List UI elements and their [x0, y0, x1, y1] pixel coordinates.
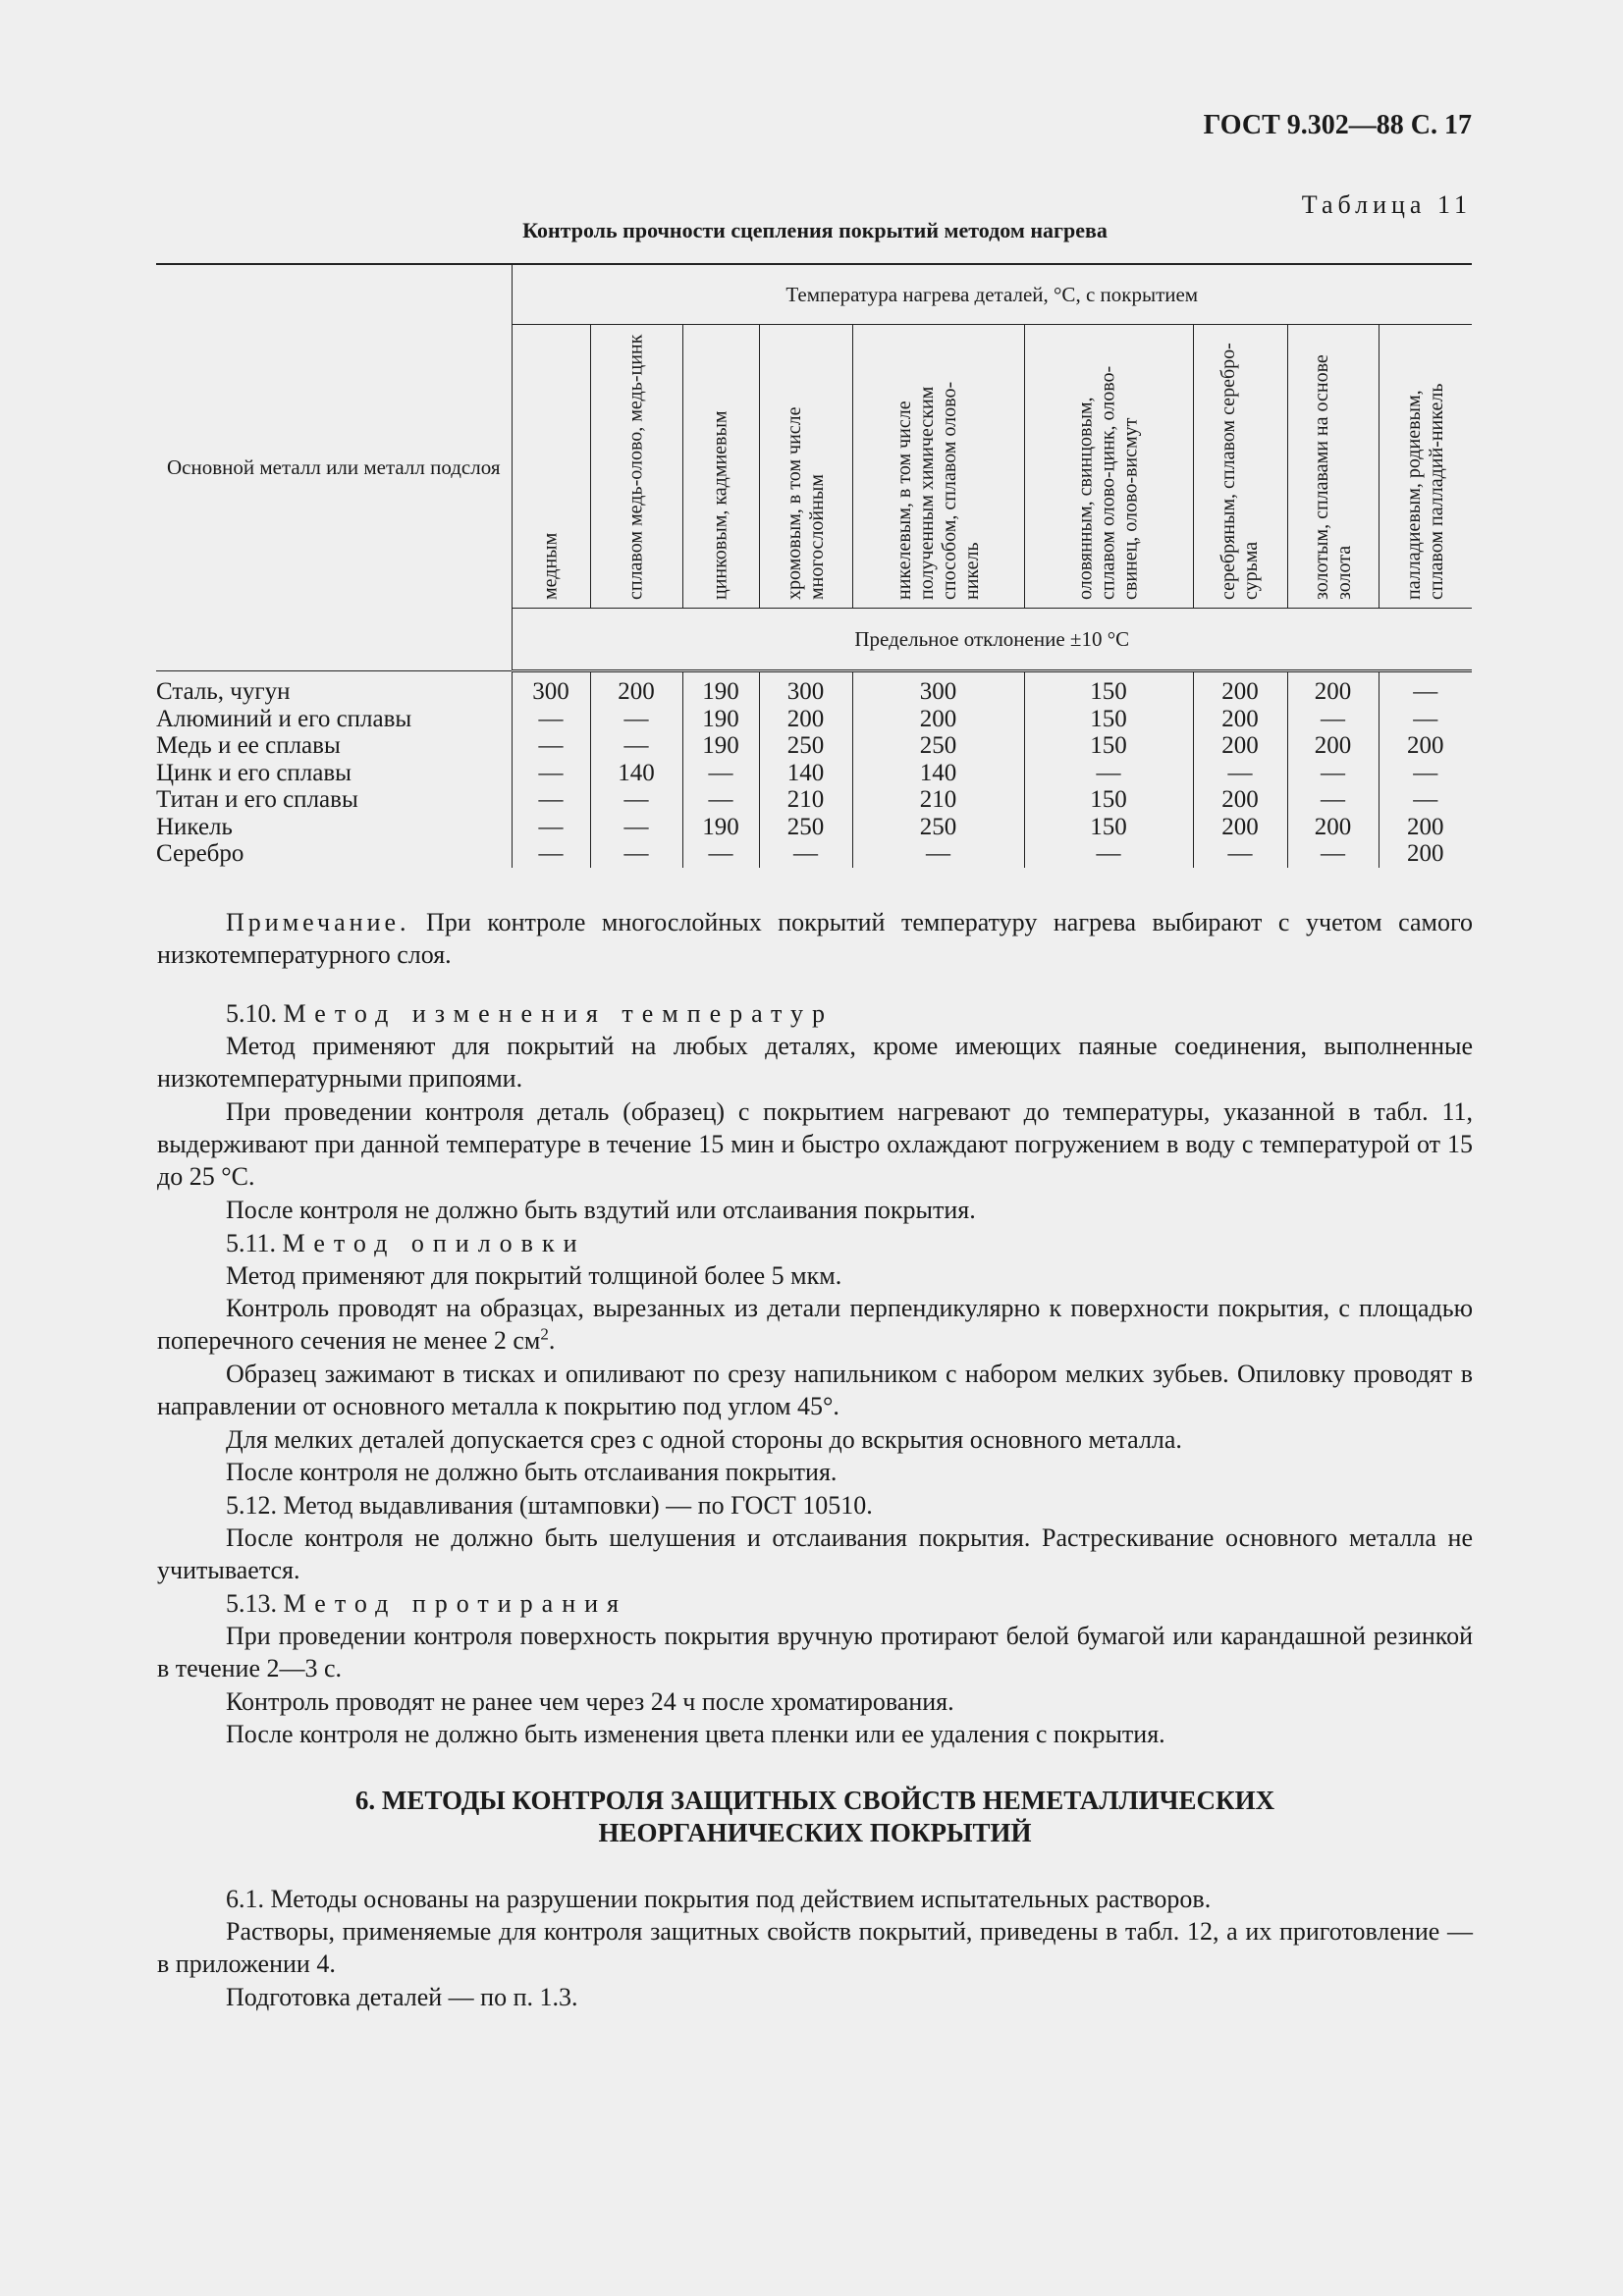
table-cell: 150	[1024, 732, 1193, 760]
col-header-label: никелевым, в том числе полученным химическим способом, сплавом олово-никель	[893, 381, 983, 600]
paragraph: При проведении контроля деталь (образец) с покрытием нагревают до температуры, указанной в табл. 11, выдерживают при данной температуре в течение 15 мин и быстро охлаждают погружением в воду с температурой от 15 до 25 °С.	[157, 1097, 1473, 1191]
table-note	[157, 906, 1473, 971]
table-cell: 200	[852, 706, 1024, 733]
table-cell: —	[1024, 840, 1193, 868]
table-cell: —	[512, 840, 590, 868]
paragraph: После контроля не должно быть вздутий или отслаивания покрытия.	[226, 1196, 976, 1224]
col-header	[512, 325, 590, 609]
table-cell: 140	[852, 760, 1024, 787]
table-cell: —	[1193, 760, 1287, 787]
table-cell: 190	[682, 732, 759, 760]
table-cell: —	[1379, 786, 1472, 814]
section-number: 5.10.	[226, 999, 277, 1028]
note-label: Примечание.	[226, 908, 410, 936]
section-5-10-heading	[157, 997, 1473, 1030]
table-row	[156, 840, 1472, 868]
table-cell: 190	[682, 814, 759, 841]
row-name: Сталь, чугун	[156, 677, 291, 705]
paragraph-text: Контроль проводят на образцах, вырезанных из детали перпендикулярно к поверхности покрытия, с площадью поперечного сечения не менее 2 см	[157, 1294, 1473, 1355]
table-cell: —	[590, 786, 682, 814]
table-cell: 150	[1024, 814, 1193, 841]
table-cell: 140	[759, 760, 852, 787]
table-cell: —	[759, 840, 852, 868]
paragraph: Образец зажимают в тисках и опиливают по срезу напильником с набором мелких зубьев. Опиловку проводят в направлении от основного металла к покрытию под углом 45°.	[157, 1360, 1473, 1420]
paragraph: Для мелких деталей допускается срез с одной стороны до вскрытия основного металла.	[226, 1425, 1182, 1454]
table-11	[156, 263, 1472, 868]
table-cell: —	[852, 840, 1024, 868]
table-cell: —	[590, 706, 682, 733]
table-cell: 250	[852, 814, 1024, 841]
paragraph: Контроль проводят не ранее чем через 24 ч после хроматирования.	[226, 1687, 954, 1716]
col-header-label: хромовым, в том числе многослойным	[783, 406, 828, 600]
paragraph: Метод применяют для покрытий на любых деталях, кроме имеющих паяные соединения, выполненные низкотемпературными припоями.	[157, 1032, 1473, 1093]
table-cell: —	[1287, 786, 1379, 814]
section-number: 5.13.	[226, 1589, 277, 1618]
table-cell: 140	[590, 760, 682, 787]
table-cell: 150	[1024, 786, 1193, 814]
table-cell: —	[590, 814, 682, 841]
section-5-11-heading	[157, 1227, 1473, 1259]
table-cell: —	[512, 732, 590, 760]
table-cell: 300	[512, 671, 590, 706]
table-row	[156, 814, 1472, 841]
table-cell: 200	[759, 706, 852, 733]
table-cell: 200	[1193, 814, 1287, 841]
section-6-heading	[157, 1785, 1473, 1849]
table-cell: 200	[1287, 732, 1379, 760]
table-cell: —	[682, 840, 759, 868]
paragraph: После контроля не должно быть отслаивания покрытия.	[226, 1458, 838, 1486]
col-header	[1193, 325, 1287, 609]
paragraph: Подготовка деталей — по п. 1.3.	[226, 1983, 578, 2011]
table-cell: 250	[759, 814, 852, 841]
table-cell: —	[1287, 760, 1379, 787]
table-cell: 200	[1193, 732, 1287, 760]
superscript: 2	[540, 1324, 549, 1344]
table-cell: 200	[1379, 840, 1472, 868]
table-cell: —	[682, 760, 759, 787]
row-name: Алюминий и его сплавы	[156, 705, 412, 732]
table-cell: —	[1287, 706, 1379, 733]
table-cell: 200	[1287, 671, 1379, 706]
temperature-header: Температура нагрева деталей, °С, с покрытием	[512, 264, 1472, 325]
table-cell: 210	[852, 786, 1024, 814]
table-row	[156, 786, 1472, 814]
table-cell: 300	[852, 671, 1024, 706]
table-cell: 250	[852, 732, 1024, 760]
col-header-label: медным	[539, 532, 562, 600]
col-header	[1287, 325, 1379, 609]
table-cell: —	[512, 814, 590, 841]
table-cell: —	[1379, 671, 1472, 706]
row-name: Серебро	[156, 840, 244, 867]
paragraph	[157, 1292, 1473, 1357]
table-cell: —	[512, 786, 590, 814]
col-header	[590, 325, 682, 609]
table-cell: —	[590, 732, 682, 760]
table-cell: —	[1287, 840, 1379, 868]
col-header-label: оловянным, свинцовым, сплавом олово-цинк, олово-свинец, олово-висмут	[1074, 365, 1142, 600]
table-cell: —	[512, 760, 590, 787]
table-row	[156, 671, 1472, 706]
table-title: Контроль прочности сцепления покрытий методом нагрева	[522, 218, 1108, 242]
table-label: Таблица 11	[1301, 190, 1472, 219]
section-title: Метод изменения температур	[283, 999, 835, 1028]
table-cell: 200	[1193, 671, 1287, 706]
table-cell: 190	[682, 706, 759, 733]
table-cell: 200	[1287, 814, 1379, 841]
table-row	[156, 706, 1472, 733]
table-cell: —	[1193, 840, 1287, 868]
table-cell: 300	[759, 671, 852, 706]
section-5-12-heading: 5.12. Метод выдавливания (штамповки) — по ГОСТ 10510.	[226, 1491, 873, 1520]
section-6-title-line1: 6. МЕТОДЫ КОНТРОЛЯ ЗАЩИТНЫХ СВОЙСТВ НЕМЕТАЛЛИЧЕСКИХ	[354, 1786, 1275, 1815]
col-header	[1024, 325, 1193, 609]
table-cell: 190	[682, 671, 759, 706]
table-cell: 200	[1193, 786, 1287, 814]
col-header-label: золотым, сплавами на основе золота	[1310, 354, 1355, 600]
table-cell: 250	[759, 732, 852, 760]
section-6-title-line2: НЕОРГАНИЧЕСКИХ ПОКРЫТИЙ	[598, 1818, 1032, 1847]
col-header	[682, 325, 759, 609]
paragraph: Растворы, применяемые для контроля защитных свойств покрытий, приведены в табл. 12, а их приготовление — в приложении 4.	[157, 1917, 1473, 1978]
col-header	[852, 325, 1024, 609]
row-name: Медь и ее сплавы	[156, 732, 341, 759]
paragraph: Метод применяют для покрытий толщиной более 5 мкм.	[226, 1261, 842, 1290]
table-cell: —	[1024, 760, 1193, 787]
base-metal-header: Основной металл или металл подслоя	[156, 264, 512, 671]
paragraph: После контроля не должно быть шелушения и отслаивания покрытия. Растрескивание основного металла не учитывается.	[157, 1523, 1473, 1584]
table-cell: 200	[1379, 732, 1472, 760]
table-cell: —	[682, 786, 759, 814]
paragraph: 6.1. Методы основаны на разрушении покрытия под действием испытательных растворов.	[226, 1885, 1212, 1913]
table-cell: —	[590, 840, 682, 868]
table-cell: 200	[1193, 706, 1287, 733]
paragraph: При проведении контроля поверхность покрытия вручную протирают белой бумагой или карандашной резинкой в течение 2—3 с.	[157, 1622, 1473, 1682]
row-name: Никель	[156, 813, 233, 840]
paragraph-end: .	[548, 1326, 556, 1355]
col-header-label: цинковым, кадмиевым	[709, 410, 731, 600]
section-5-13-heading	[157, 1587, 1473, 1620]
table-row	[156, 760, 1472, 787]
col-header	[1379, 325, 1472, 609]
table-row	[156, 732, 1472, 760]
page-header: ГОСТ 9.302—88 С. 17	[1203, 110, 1472, 140]
note-text: При контроле многослойных покрытий температуру нагрева выбирают с учетом самого низкотемпературного слоя.	[157, 908, 1473, 969]
deviation-header: Предельное отклонение ±10 °С	[512, 609, 1472, 671]
table-cell: 200	[590, 671, 682, 706]
col-header-label: палладиевым, родиевым, сплавом палладий-никель	[1402, 383, 1447, 600]
row-name: Титан и его сплавы	[156, 786, 358, 813]
paragraph: После контроля не должно быть изменения цвета пленки или ее удаления с покрытия.	[226, 1720, 1165, 1748]
table-cell: —	[1379, 760, 1472, 787]
table-cell: 200	[1379, 814, 1472, 841]
table-cell: —	[512, 706, 590, 733]
table-cell: 210	[759, 786, 852, 814]
table-cell: 150	[1024, 671, 1193, 706]
section-title: Метод опиловки	[282, 1229, 586, 1257]
row-name: Цинк и его сплавы	[156, 759, 352, 786]
section-title: Метод протирания	[283, 1589, 627, 1618]
table-cell: 150	[1024, 706, 1193, 733]
col-header-label: сплавом медь-олово, медь-цинк	[624, 334, 647, 600]
col-header	[759, 325, 852, 609]
section-number: 5.11.	[226, 1229, 277, 1257]
col-header-label: серебряным, сплавом серебро-сурьма	[1217, 343, 1262, 600]
table-cell: —	[1379, 706, 1472, 733]
